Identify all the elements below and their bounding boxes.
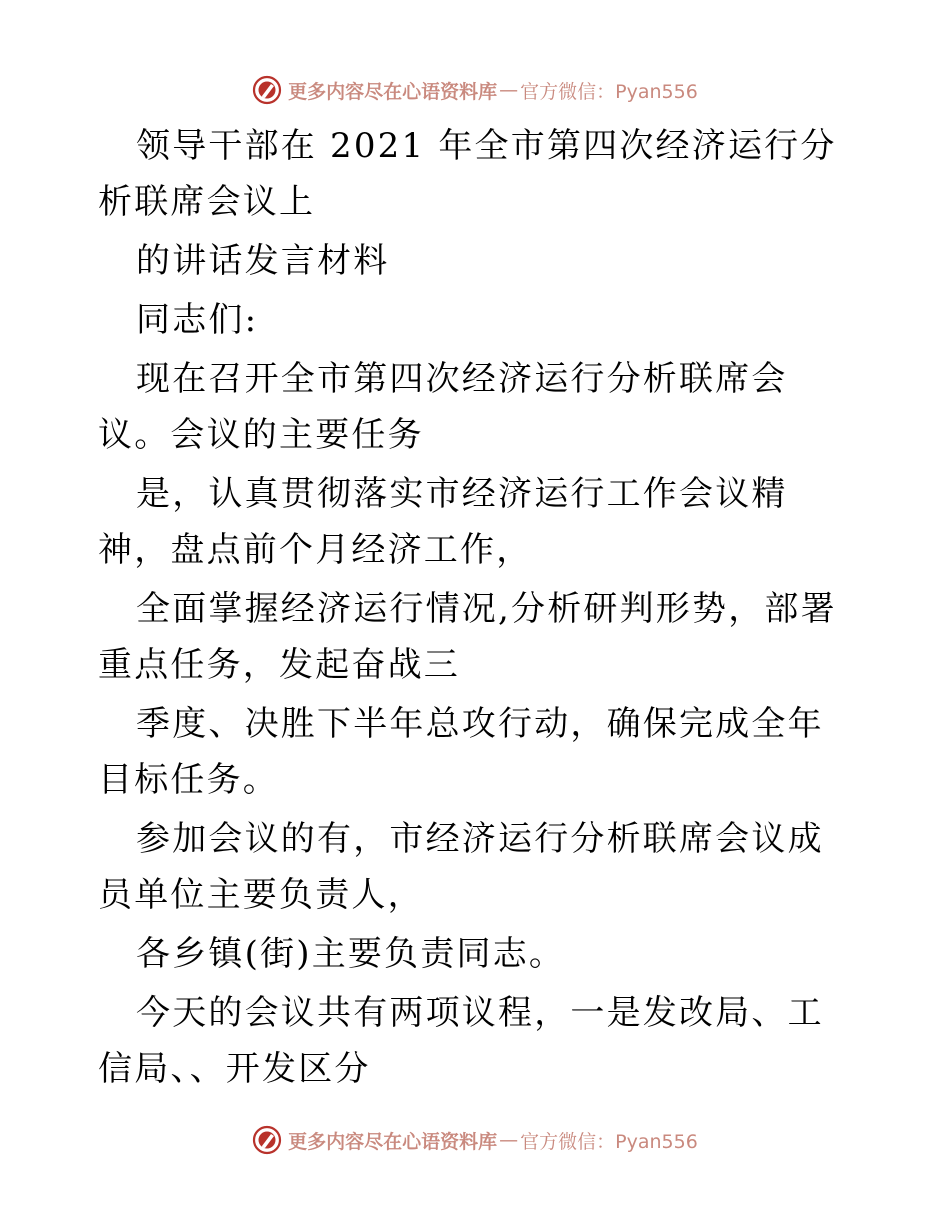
paragraph-body: 今天的会议共有两项议程，一是发改局、工信局、、开发区分 bbox=[98, 993, 824, 1089]
watermark-brand: 更多内容尽在心语资料库 bbox=[288, 80, 498, 103]
watermark-brand: 更多内容尽在心语资料库 bbox=[288, 1130, 498, 1153]
pen-logo-icon bbox=[252, 1125, 282, 1155]
paragraph-title-1: 领导干部在 2021 年全市第四次经济运行分析联席会议上 bbox=[98, 126, 837, 222]
paragraph-body: 各乡镇(街)主要负责同志。 bbox=[136, 934, 566, 974]
paragraph-body: 全面掌握经济运行情况,分析研判形势，部署重点任务，发起奋战三 bbox=[98, 589, 837, 685]
watermark-footer bbox=[0, 1120, 950, 1160]
paragraph-body: 是，认真贯彻落实市经济运行工作会议精神，盘点前个月经济工作， bbox=[98, 474, 788, 570]
paragraph-body: 参加会议的有，市经济运行分析联席会议成员单位主要负责人， bbox=[98, 819, 824, 915]
watermark-wechat: 官方微信：Pyan556 bbox=[520, 1130, 698, 1153]
watermark-wechat: 官方微信：Pyan556 bbox=[520, 80, 698, 103]
watermark-dash: — bbox=[499, 1129, 519, 1151]
paragraph-title-2: 的讲话发言材料 bbox=[136, 241, 390, 281]
paragraph-body: 季度、决胜下半年总攻行动，确保完成全年目标任务。 bbox=[98, 704, 824, 800]
watermark-header bbox=[0, 70, 950, 110]
paragraph-salutation: 同志们: bbox=[136, 300, 259, 340]
paragraph-body: 现在召开全市第四次经济运行分析联席会议。会议的主要任务 bbox=[98, 359, 788, 455]
pen-logo-icon bbox=[252, 75, 282, 105]
document-body bbox=[98, 118, 858, 1100]
watermark-dash: — bbox=[499, 79, 519, 101]
